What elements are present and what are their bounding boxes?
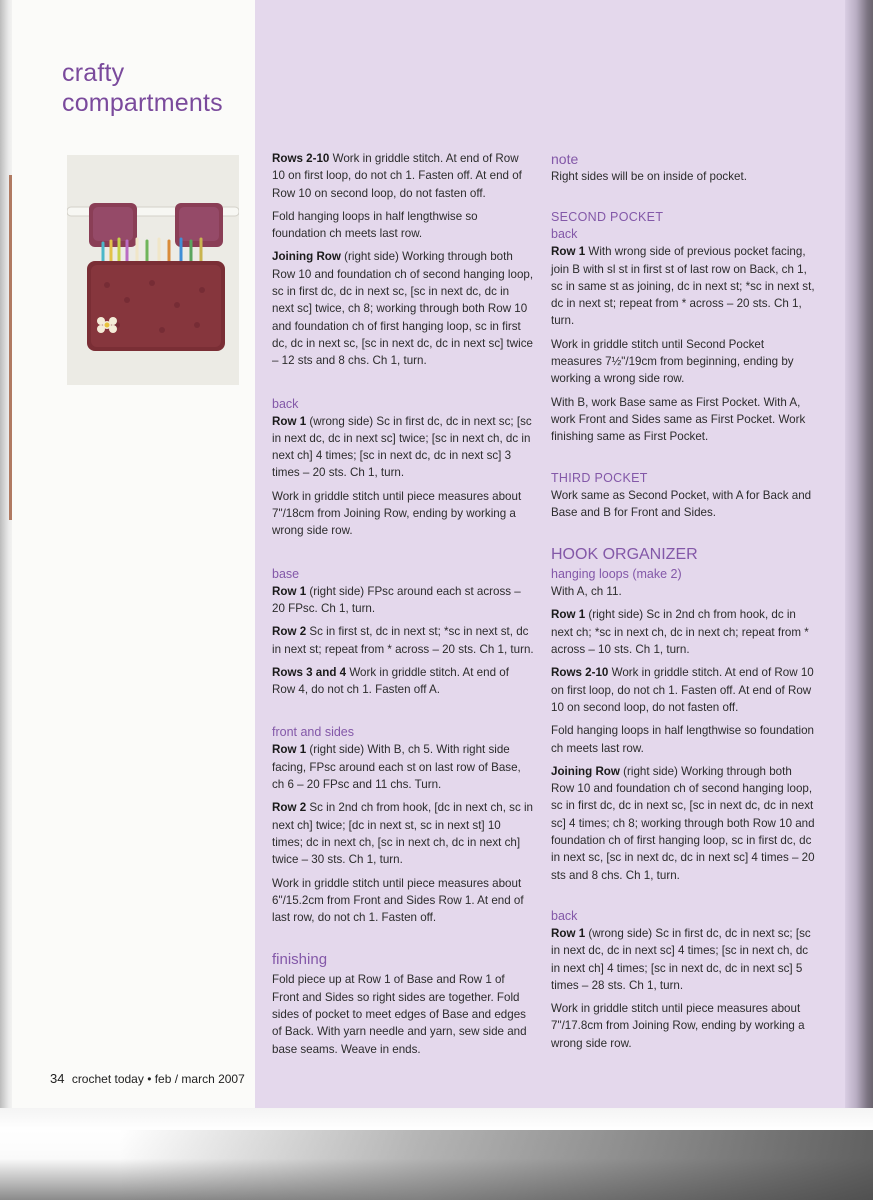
paragraph: Work same as Second Pocket, with A for Back and Base and B for Front and Sides. — [551, 488, 812, 519]
paragraph — [272, 664, 534, 699]
subheading-back: back — [551, 227, 578, 242]
instructions-column-1 — [272, 150, 534, 1064]
row-text: (right side) FPsc around each st across – 20 FPsc. Ch 1, turn. — [272, 584, 521, 615]
paragraph: Fold hanging loops in half lengthwise so foundation ch meets last row. — [551, 724, 814, 755]
paragraph — [551, 606, 818, 658]
section-heading-second-pocket: SECOND POCKET — [551, 210, 664, 225]
row-lead: Rows 3 and 4 — [272, 665, 347, 679]
page-right-edge — [845, 0, 873, 1108]
crochet-hook-organizer-photo — [67, 155, 239, 385]
title-line-1: crafty — [62, 59, 125, 87]
row-lead: Row 1 — [551, 608, 586, 622]
row-lead: Rows 2-10 — [272, 152, 330, 165]
paragraph: Work in griddle stitch until piece measures about 6"/15.2cm from Front and Sides Row 1. At end of last row, do not ch 1. Fasten off. — [272, 876, 524, 925]
row-text: (right side) Working through both Row 10 and foundation ch of second hanging loop, sc in first dc, dc in next sc, [sc in next dc, dc in next sc] 4 times; ch 8; working through both Row 10 and foundation ch of first hanging loop, sc in first dc, dc in next sc, [sc in next dc, dc in next sc] 4 times – 20 sts and 8 chs. Ch 1, turn. — [551, 764, 815, 882]
paragraph: Right sides will be on inside of pocket. — [551, 170, 747, 183]
row-text: (right side) Sc in 2nd ch from hook, dc in next ch; *sc in next ch, dc in next ch; repeat from * across – 10 sts. Ch 1, turn. — [551, 608, 809, 657]
row-lead: Row 1 — [272, 414, 307, 428]
row-text: (right side) Working through both Row 10 and foundation ch of second hanging loop, sc in first dc, dc in next sc, [sc in next dc, dc in next sc] twice, ch 8; working through both Row 10 and foundation ch of first hanging loop, sc in first dc, dc in next sc, [sc in next dc, dc in next sc] twice – 12 sts and 8 chs. Ch 1, turn. — [272, 250, 534, 368]
paragraph — [272, 413, 534, 482]
row-lead: Row 1 — [551, 926, 586, 940]
row-text: Work in griddle stitch. At end of Row 10 on first loop, do not ch 1. Fasten off. At end of Row 10 on second loop, do not fasten off. — [272, 152, 522, 200]
section-heading-hook-organizer: HOOK ORGANIZER — [551, 546, 698, 564]
photo-illustration — [67, 155, 239, 385]
paragraph — [551, 664, 818, 716]
paragraph — [272, 623, 534, 658]
row-lead: Row 1 — [272, 743, 307, 757]
paragraph — [551, 763, 818, 884]
row-text: (right side) With B, ch 5. With right side facing, FPsc around each st on last row of Base, ch 6 – 20 FPsc and 11 chs. Turn. — [272, 743, 521, 792]
row-text: (wrong side) Sc in first dc, dc in next sc; [sc in next dc, dc in next sc] 4 times; [sc in next ch, dc in next ch] 4 times; [sc in next dc, dc in next sc] 5 times – 28 sts. Ch 1, turn. — [551, 926, 811, 992]
section-heading-base: base — [272, 566, 300, 581]
row-lead: Row 2 — [272, 625, 307, 639]
scan-bottom-shadow-dark — [120, 1130, 873, 1200]
section-heading-note: note — [551, 151, 579, 167]
paragraph — [272, 799, 534, 868]
subheading-hanging-loops: hanging loops (make 2) — [551, 567, 682, 582]
paragraph: Fold hanging loops in half lengthwise so foundation ch meets last row. — [272, 209, 478, 241]
row-lead: Joining Row — [272, 250, 341, 264]
paragraph: Fold piece up at Row 1 of Base and Row 1 of Front and Sides so right sides are together. Fold sides of pocket to meet edges of Base and edges of Back. With yarn needle and yarn, sew side and base seams. Weave in ends. — [272, 973, 527, 1056]
paragraph — [272, 248, 534, 369]
section-heading-third-pocket: THIRD POCKET — [551, 470, 648, 485]
row-text: (wrong side) Sc in first dc, dc in next sc; [sc in next dc, dc in next sc] twice; [sc in next ch, dc in next ch] 4 times; [sc in next dc, dc in next sc] 3 times – 20 sts. Ch 1, turn. — [272, 414, 532, 480]
section-heading-finishing: finishing — [272, 951, 328, 969]
row-lead: Row 1 — [272, 584, 307, 598]
title-line-2: compartments — [62, 89, 223, 117]
row-text: Work in griddle stitch. At end of Row 10 on first loop, do not ch 1. Fasten off. At end of Row 10 on second loop, do not fasten off. — [551, 666, 814, 714]
row-text: Work in griddle stitch. At end of Row 4, do not ch 1. Fasten off A. — [272, 665, 509, 697]
section-heading-front-and-sides: front and sides — [272, 725, 354, 740]
paragraph: Work in griddle stitch until Second Pocket measures 7½"/19cm from beginning, ending by working a wrong side row. — [551, 337, 794, 386]
paragraph — [272, 741, 534, 793]
section-heading-back-2: back — [551, 908, 578, 923]
paragraph: With B, work Base same as First Pocket. With A, work Front and Sides same as First Pocket. Work finishing same as First Pocket. — [551, 395, 806, 444]
paragraph: With A, ch 11. — [551, 585, 622, 599]
paragraph: Work in griddle stitch until piece measures about 7"/18cm from Joining Row, ending by working a wrong side row. — [272, 489, 522, 538]
row-text: With wrong side of previous pocket facing, join B with sl st in first st of last row on Back, ch 1, sc in same st as joining, dc in next st; *sc in next st, dc in next st; repeat from * across – 20 sts. Ch 1, turn. — [551, 245, 815, 328]
publication-line: crochet today • feb / march 2007 — [71, 1072, 245, 1086]
row-lead: Row 1 — [551, 245, 586, 259]
page-number: 34 — [50, 1071, 65, 1086]
page-footer — [50, 1071, 245, 1086]
row-lead: Joining Row — [551, 764, 620, 778]
paragraph — [272, 150, 534, 202]
row-lead: Row 2 — [272, 801, 307, 815]
section-heading-back: back — [272, 396, 299, 411]
paragraph — [551, 925, 818, 994]
instructions-column-2 — [551, 151, 818, 1058]
row-text: Sc in 2nd ch from hook, [dc in next ch, sc in next ch] twice; [dc in next st, sc in next st] 10 times; dc in next ch, [sc in next ch, dc in next ch] twice – 30 sts. Ch 1, turn. — [272, 801, 533, 867]
paragraph — [272, 583, 534, 618]
row-text: Sc in first st, dc in next st; *sc in next st, dc in next st; repeat from * across – 20 sts. Ch 1, turn. — [272, 625, 534, 656]
paragraph: Work in griddle stitch until piece measures about 7"/17.8cm from Joining Row, ending by working a wrong side row. — [551, 1002, 805, 1050]
paragraph — [551, 243, 818, 329]
row-lead: Rows 2-10 — [551, 666, 609, 680]
